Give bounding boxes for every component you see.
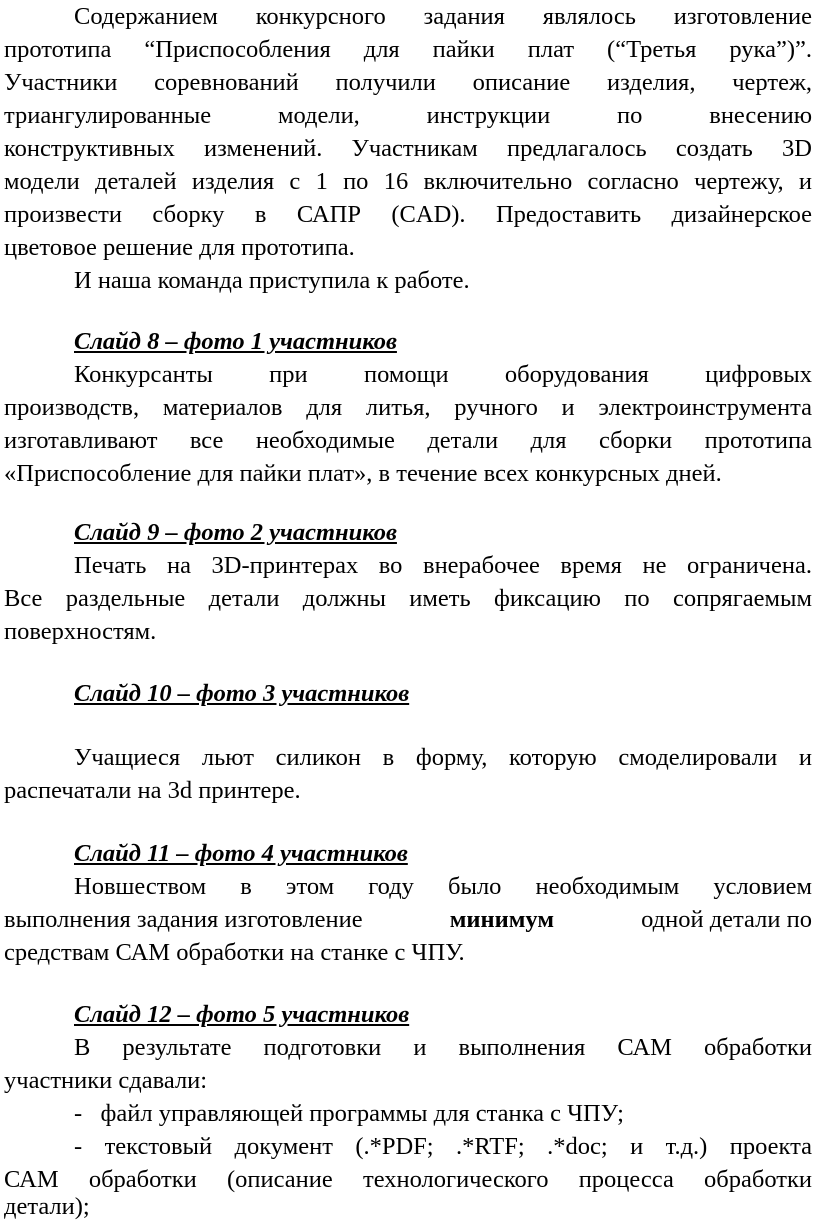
slide11-heading: Слайд 11 – фото 4 участников: [74, 840, 408, 867]
slide12-line: участники сдавали:: [4, 1067, 208, 1094]
slide12-list-item: - текстовый документ (.*PDF; .*RTF; .*doc; и т.д.) проекта: [74, 1133, 812, 1160]
slide9-line: поверхностям.: [4, 618, 157, 645]
slide11-line-mixed: [4, 903, 812, 936]
slide9-line: Печать на 3D-принтерах во внерабочее время не ограничена.: [74, 552, 812, 579]
slide8-heading: Слайд 8 – фото 1 участников: [74, 328, 397, 355]
slide11-emphasis: минимум: [449, 906, 555, 933]
slide12-heading: Слайд 12 – фото 5 участников: [74, 1001, 410, 1028]
slide9-line: Все раздельные детали должны иметь фиксацию по сопрягаемым: [4, 585, 812, 612]
team-line: И наша команда приступила к работе.: [74, 267, 470, 294]
slide10-line: Учащиеся льют силикон в форму, которую смоделировали и: [74, 744, 812, 771]
slide11-line: средствам САМ обработки на станке с ЧПУ.: [4, 939, 465, 966]
slide12-line: детали);: [4, 1193, 90, 1220]
slide12-line: В результате подготовки и выполнения САМ обработки: [74, 1034, 812, 1061]
slide12-list-item: - файл управляющей программы для станка с ЧПУ;: [74, 1100, 624, 1127]
slide12-line: САМ обработки (описание технологического процесса обработки: [4, 1166, 812, 1193]
intro-line: прототипа “Приспособления для пайки плат (“Третья рука”)”.: [4, 36, 812, 63]
slide8-line: Конкурсанты при помощи оборудования цифровых: [74, 361, 812, 388]
slide8-line: производств, материалов для литья, ручного и электроинструмента: [4, 394, 812, 421]
slide10-line: распечатали на 3d принтере.: [4, 777, 301, 804]
intro-line: конструктивных изменений. Участникам предлагалось создать 3D: [4, 135, 812, 162]
intro-line: произвести сборку в САПР (CAD). Предоставить дизайнерское: [4, 201, 812, 228]
slide11-text: одной детали по: [641, 906, 812, 933]
slide11-text: выполнения задания изготовление: [4, 906, 363, 933]
slide8-line: «Приспособление для пайки плат», в течение всех конкурсных дней.: [4, 460, 722, 487]
slide10-heading: Слайд 10 – фото 3 участников: [74, 680, 410, 707]
slide9-heading: Слайд 9 – фото 2 участников: [74, 519, 397, 546]
intro-line: модели деталей изделия с 1 по 16 включительно согласно чертежу, и: [4, 168, 812, 195]
intro-line: Содержанием конкурсного задания являлось изготовление: [74, 3, 812, 30]
intro-line: Участники соревнований получили описание изделия, чертеж,: [4, 69, 812, 96]
slide8-line: изготавливают все необходимые детали для сборки прототипа: [4, 427, 812, 454]
intro-line: триангулированные модели, инструкции по внесению: [4, 102, 812, 129]
slide11-line: Новшеством в этом году было необходимым условием: [74, 873, 812, 900]
intro-line: цветовое решение для прототипа.: [4, 234, 355, 261]
